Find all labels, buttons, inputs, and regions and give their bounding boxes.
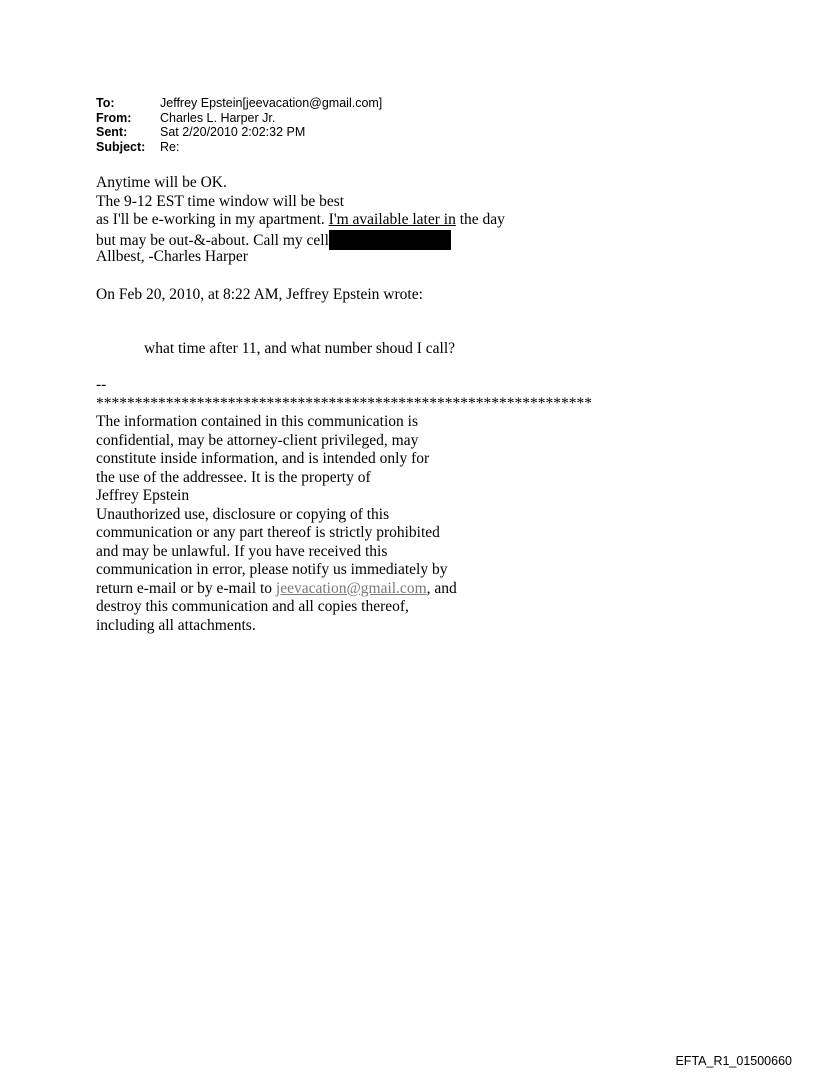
quote-intro: On Feb 20, 2010, at 8:22 AM, Jeffrey Epstein wrote: [96, 286, 423, 303]
subject-value: Re: [160, 139, 180, 154]
reply-line [96, 211, 505, 230]
disclaimer [96, 376, 592, 635]
stars-divider: **************************************************************** [96, 394, 592, 412]
redaction-block [329, 230, 451, 250]
sent-value: Sat 2/20/2010 2:02:32 PM [160, 125, 306, 139]
disclaimer-line: constitute inside information, and is intended only for [96, 450, 430, 467]
disclaimer-line: Jeffrey Epstein [96, 487, 190, 504]
disclaimer-line: destroy this communication and all copies thereof, [96, 598, 409, 615]
disclaimer-line: communication or any part thereof is strictly prohibited [96, 524, 440, 541]
to-label: To: [96, 96, 115, 110]
disclaimer-line: including all attachments. [96, 616, 256, 634]
call-cell-text: but may be out-&-about. Call my cell [96, 231, 329, 249]
disclaimer-line: the use of the addressee. It is the property of [96, 468, 371, 486]
sent-label: Sent: [96, 125, 128, 139]
from-row [96, 111, 382, 126]
document-id: EFTA_R1_01500660 [675, 1054, 792, 1068]
reply-body [96, 174, 505, 267]
from-label: From: [96, 110, 132, 125]
quoted-message: what time after 11, and what number shoud I call? [144, 340, 456, 357]
disclaimer-line: and may be unlawful. If you have received this [96, 542, 388, 560]
email-header [96, 96, 382, 154]
signature-line: Allbest, -Charles Harper [96, 248, 248, 265]
from-value: Charles L. Harper Jr. [160, 110, 276, 125]
subject-row [96, 140, 382, 155]
reply-line-part: as I'll be e-working in my apartment. [96, 211, 329, 228]
subject-label: Subject: [96, 139, 146, 154]
reply-line: Anytime will be OK. [96, 174, 227, 191]
disclaimer-line: Unauthorized use, disclosure or copying of this [96, 505, 390, 523]
sent-row [96, 125, 382, 140]
email-link[interactable]: jeevacation@gmail.com [275, 579, 427, 597]
to-value: Jeffrey Epstein[jeevacation@gmail.com] [160, 96, 383, 110]
underlined-text: I'm available later in [328, 211, 456, 228]
return-suffix: , and [426, 579, 457, 597]
to-row [96, 96, 382, 111]
disclaimer-line: The information contained in this communication is [96, 413, 418, 430]
return-prefix: return e-mail or by e-mail to [96, 579, 276, 597]
disclaimer-line: communication in error, please notify us immediately by [96, 561, 448, 578]
separator: -- [96, 376, 107, 393]
reply-line-part: the day [455, 211, 505, 228]
reply-line [96, 230, 505, 249]
reply-line: The 9-12 EST time window will be best [96, 192, 345, 210]
disclaimer-line [96, 580, 592, 599]
disclaimer-line: confidential, may be attorney-client privileged, may [96, 431, 419, 449]
